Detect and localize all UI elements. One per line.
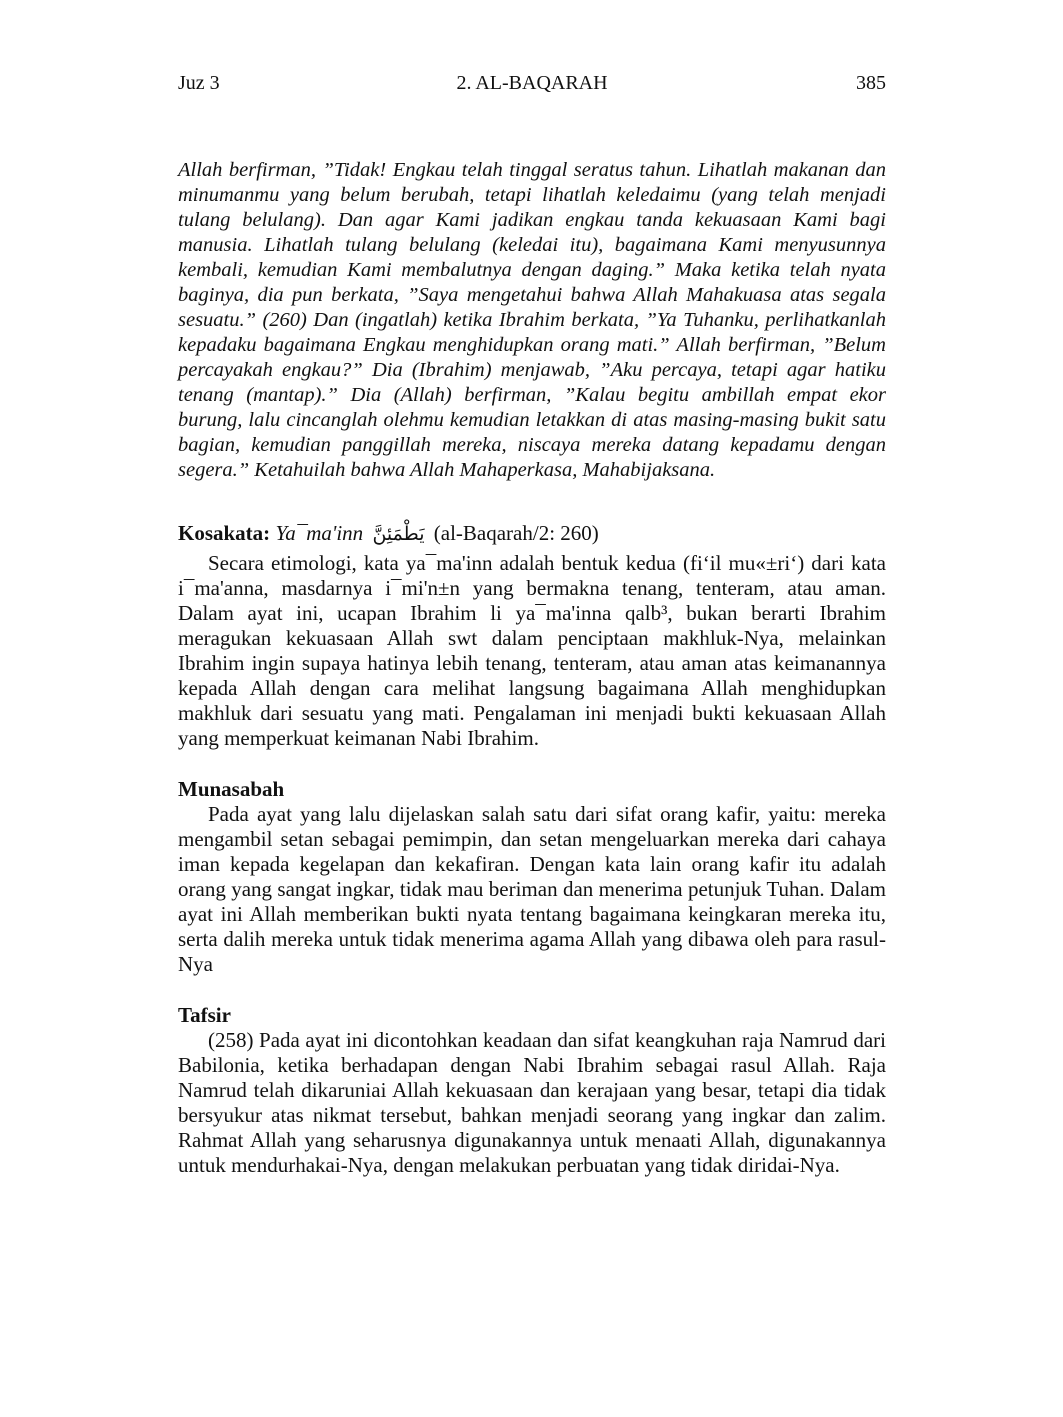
kosakata-term: Ya¯ma'inn	[275, 521, 364, 545]
munasabah-title: Munasabah	[178, 777, 285, 801]
page-number: 385	[856, 72, 886, 94]
verse-translation: Allah berfirman, ”Tidak! Engkau telah tinggal seratus tahun. Lihatlah makanan dan minumanmu yang belum berubah, tetapi lihatlah keledaimu (yang telah menjadi tulang belulang). Dan agar Kami jadikan engkau tanda kekuasaan Kami bagi manusia. Lihatlah tulang belulang (keledai itu), bagaimana Kami menyusunnya kembali, kemudian Kami membalutnya dengan daging.” Maka ketika telah nyata baginya, dia pun berkata, ”Saya mengetahui bahwa Allah Mahakuasa atas segala sesuatu.” (260) Dan (ingatlah) ketika Ibrahim berkata, ”Ya Tuhanku, perlihatkanlah kepadaku bagaimana Engkau menghidupkan orang mati.” Allah berfirman, ”Belum percayakah engkau?” Dia (Ibrahim) menjawab, ”Aku percaya, tetapi agar hatiku tenang (mantap).” Dia (Allah) berfirman, ”Kalau begitu ambillah empat ekor burung, lalu cincanglah olehmu kemudian letakkan di atas masing-masing bukit satu bagian, kemudian panggillah mereka, niscaya mereka datang kepadamu dengan segera.” Ketahuilah bahwa Allah Mahaperkasa, Mahabijaksana.	[178, 159, 886, 481]
kosakata-body: Secara etimologi, kata ya¯ma'inn adalah bentuk kedua (fi‘il mu«±ri‘) dari kata i¯ma'anna, masdarnya i¯mi'n±n yang bermakna tenang, tenteram, atau aman. Dalam ayat ini, ucapan Ibrahim li ya¯ma'inna qalb³, bukan berarti Ibrahim meragukan kekuasaan Allah swt dalam penciptaan makhluk-Nya, melainkan Ibrahim ingin supaya hatinya lebih tenang, tenteram, atau aman atas keimanannya kepada Allah dengan cara melihat langsung bagaimana Allah menghidupkan makhluk dari sesuatu yang mati. Pengalaman ini menjadi bukti kekuasaan Allah yang memperkuat keimanan Nabi Ibrahim.	[178, 551, 886, 750]
munasabah-body: Pada ayat yang lalu dijelaskan salah satu dari sifat orang kafir, yaitu: mereka mengambil setan sebagai pemimpin, dan setan mengeluarkan mereka dari cahaya iman kepada kegelapan dan kekafiran. Dengan kata lain orang kafir itu adalah orang yang sangat ingkar, tidak mau beriman dan menerima petunjuk Tuhan. Dalam ayat ini Allah memberikan bukti nyata tentang bagaimana keingkaran mereka itu, serta dalih mereka untuk tidak menerima agama Allah yang dibawa oleh para rasul-Nya	[178, 802, 886, 976]
page-content	[178, 158, 886, 1178]
tafsir-body: (258) Pada ayat ini dicontohkan keadaan dan sifat keangkuhan raja Namrud dari Babilonia, ketika berhadapan dengan Nabi Ibrahim sebagai rasul Allah. Raja Namrud telah dikaruniai Allah kekuasaan dan kerajaan yang besar, tetapi dia tidak bersyukur atas nikmat tersebut, bahkan menjadi seorang yang ingkar dan zalim. Rahmat Allah yang seharusnya digunakannya untuk menaati Allah, digunakannya untuk mendurhakai-Nya, dengan melakukan perbuatan yang tidak diridai-Nya.	[178, 1028, 886, 1177]
tafsir-title: Tafsir	[178, 1003, 231, 1027]
kosakata-reference: (al-Baqarah/2: 260)	[433, 521, 599, 545]
juz-label: Juz 3	[178, 72, 220, 94]
kosakata-arabic: يَطْمَئِنَّ	[372, 523, 425, 545]
surah-title: 2. AL-BAQARAH	[456, 72, 608, 94]
page-header	[178, 72, 886, 98]
kosakata-label: Kosakata:	[178, 521, 271, 545]
kosakata-heading	[178, 521, 886, 547]
